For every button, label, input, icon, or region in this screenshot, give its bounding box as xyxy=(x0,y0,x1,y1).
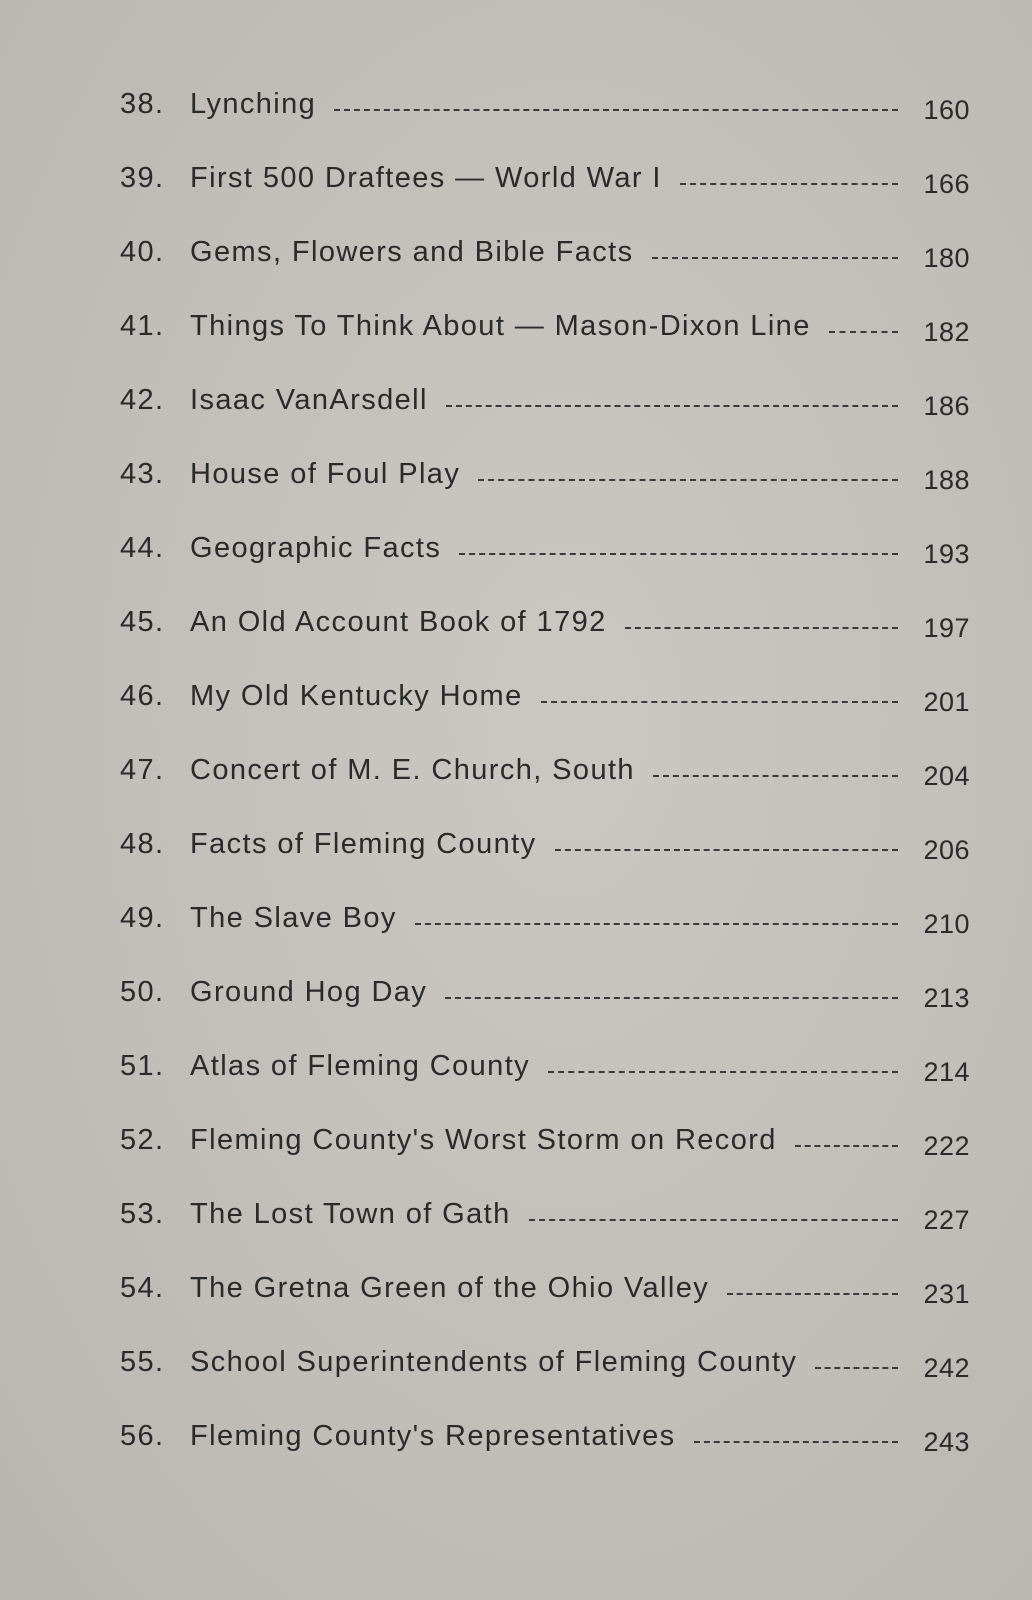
toc-entry-page-number: 206 xyxy=(923,835,970,865)
toc-entry-page-number: 160 xyxy=(923,95,970,125)
toc-entry-title: My Old Kentucky Home xyxy=(190,680,523,712)
toc-entry-page-number: 243 xyxy=(923,1427,970,1457)
toc-entry xyxy=(120,754,970,828)
toc-dot-leader xyxy=(334,109,898,111)
toc-entry-title: Gems, Flowers and Bible Facts xyxy=(190,236,634,268)
toc-entry xyxy=(120,1272,970,1346)
toc-dot-leader xyxy=(555,849,899,851)
toc-entry-number: 39. xyxy=(120,162,165,194)
toc-entry-title: Concert of M. E. Church, South xyxy=(190,754,635,786)
toc-entry xyxy=(120,1346,970,1420)
toc-entry xyxy=(120,680,970,754)
toc-dot-leader xyxy=(446,405,898,407)
toc-entry-number: 44. xyxy=(120,532,165,564)
toc-entry-page-number: 204 xyxy=(923,761,970,791)
toc-entry-number: 51. xyxy=(120,1050,165,1082)
toc-entry-number: 53. xyxy=(120,1198,165,1230)
toc-entry-number: 47. xyxy=(120,754,165,786)
toc-dot-leader xyxy=(815,1367,898,1369)
toc-dot-leader xyxy=(625,627,898,629)
toc-entry-title: The Gretna Green of the Ohio Valley xyxy=(190,1272,710,1304)
toc-dot-leader xyxy=(548,1071,898,1073)
toc-entry-title: An Old Account Book of 1792 xyxy=(190,606,607,638)
toc-dot-leader xyxy=(653,775,898,777)
toc-dot-leader xyxy=(445,997,898,999)
toc-entry-title: The Slave Boy xyxy=(190,902,397,934)
toc-dot-leader xyxy=(680,183,898,185)
toc-entry-page-number: 210 xyxy=(923,909,970,939)
toc-entry-title: First 500 Draftees — World War I xyxy=(190,162,662,194)
toc-dot-leader xyxy=(541,701,898,703)
toc-entry-page-number: 214 xyxy=(923,1057,970,1087)
toc-entry-title: School Superintendents of Fleming County xyxy=(190,1346,798,1378)
toc-dot-leader xyxy=(415,923,898,925)
toc-dot-leader xyxy=(652,257,898,259)
toc-entry-page-number: 201 xyxy=(923,687,970,717)
toc-entry-number: 55. xyxy=(120,1346,165,1378)
toc-entry-title: House of Foul Play xyxy=(190,458,461,490)
toc-entry-number: 41. xyxy=(120,310,165,342)
toc-entry xyxy=(120,902,970,976)
toc-entry-number: 43. xyxy=(120,458,165,490)
toc-entry xyxy=(120,1050,970,1124)
toc-entry xyxy=(120,606,970,680)
toc-entry xyxy=(120,458,970,532)
toc-entry-number: 50. xyxy=(120,976,165,1008)
toc-entry-page-number: 197 xyxy=(923,613,970,643)
toc-entry-page-number: 242 xyxy=(923,1353,970,1383)
toc-entry-page-number: 231 xyxy=(923,1279,970,1309)
toc-entry-number: 48. xyxy=(120,828,165,860)
toc-entry xyxy=(120,162,970,236)
toc-entry xyxy=(120,532,970,606)
toc-entry-number: 42. xyxy=(120,384,165,416)
toc-entry xyxy=(120,1420,970,1494)
toc-entry-title: Ground Hog Day xyxy=(190,976,428,1008)
toc-entry-title: Things To Think About — Mason-Dixon Line xyxy=(190,310,811,342)
toc-entry-page-number: 188 xyxy=(923,465,970,495)
toc-entry xyxy=(120,976,970,1050)
toc-entry-page-number: 180 xyxy=(923,243,970,273)
toc-entry-page-number: 186 xyxy=(923,391,970,421)
toc-entry-title: Fleming County's Worst Storm on Record xyxy=(190,1124,777,1156)
toc-entry-number: 46. xyxy=(120,680,165,712)
toc-entry-title: Fleming County's Representatives xyxy=(190,1420,676,1452)
toc-dot-leader xyxy=(478,479,898,481)
toc-entry-page-number: 227 xyxy=(923,1205,970,1235)
toc-dot-leader xyxy=(694,1441,898,1443)
toc-dot-leader xyxy=(529,1219,898,1221)
toc-entry-title: Geographic Facts xyxy=(190,532,442,564)
toc-entry xyxy=(120,384,970,458)
toc-entry xyxy=(120,88,970,162)
toc-entry xyxy=(120,310,970,384)
toc-entry-title: Atlas of Fleming County xyxy=(190,1050,531,1082)
toc-entry-number: 54. xyxy=(120,1272,165,1304)
toc-entry-page-number: 222 xyxy=(923,1131,970,1161)
toc-entry-title: The Lost Town of Gath xyxy=(190,1198,511,1230)
toc-entry-number: 45. xyxy=(120,606,165,638)
toc-entry xyxy=(120,1198,970,1272)
table-of-contents xyxy=(120,88,970,1494)
toc-entry-title: Isaac VanArsdell xyxy=(190,384,428,416)
toc-entry-page-number: 213 xyxy=(923,983,970,1013)
toc-dot-leader xyxy=(459,553,898,555)
toc-dot-leader xyxy=(727,1293,898,1295)
toc-entry xyxy=(120,828,970,902)
toc-entry-number: 40. xyxy=(120,236,165,268)
toc-entry-number: 38. xyxy=(120,88,165,120)
toc-dot-leader xyxy=(795,1145,898,1147)
toc-entry-number: 56. xyxy=(120,1420,165,1452)
toc-entry xyxy=(120,1124,970,1198)
toc-entry-title: Lynching xyxy=(190,88,317,120)
toc-entry-number: 52. xyxy=(120,1124,165,1156)
toc-entry-page-number: 166 xyxy=(923,169,970,199)
toc-dot-leader xyxy=(829,331,898,333)
toc-entry-page-number: 182 xyxy=(923,317,970,347)
toc-entry-number: 49. xyxy=(120,902,165,934)
toc-entry xyxy=(120,236,970,310)
toc-entry-title: Facts of Fleming County xyxy=(190,828,537,860)
toc-entry-page-number: 193 xyxy=(923,539,970,569)
